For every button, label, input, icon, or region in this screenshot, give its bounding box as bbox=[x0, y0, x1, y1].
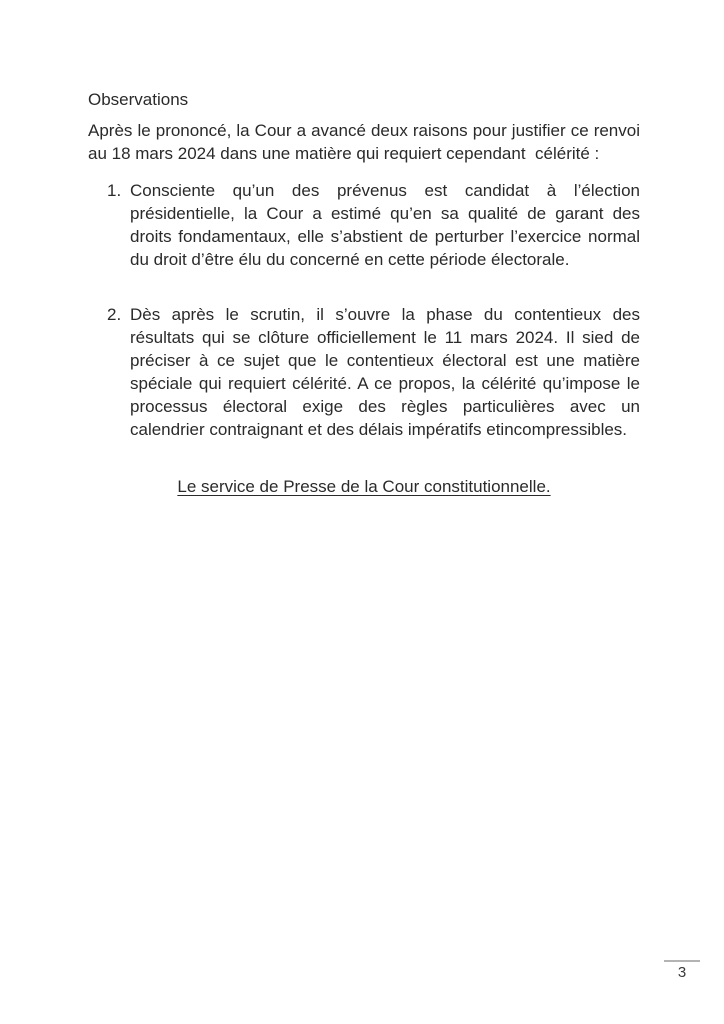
list-item-number: 1. bbox=[107, 181, 122, 200]
list-item bbox=[107, 303, 640, 441]
list-item bbox=[107, 179, 640, 271]
signature-line: Le service de Presse de la Cour constitutionnelle. bbox=[177, 477, 551, 496]
numbered-list bbox=[88, 179, 640, 441]
page-number: 3 bbox=[677, 964, 687, 981]
list-item-text: Consciente qu’un des prévenus est candidat à l’élection présidentielle, la Cour a estimé qu’en sa qualité de garant des droits fondamentaux, elle s’abstient de perturber l’exercice normal du droit d’être élu du concerné en cette période électorale. bbox=[130, 181, 640, 269]
section-heading: Observations bbox=[88, 90, 189, 109]
list-item-number: 2. bbox=[107, 305, 122, 324]
page-footer bbox=[664, 960, 700, 983]
intro-paragraph: Après le prononcé, la Cour a avancé deux raisons pour justifier ce renvoi au 18 mars 2024 dans une matière qui requiert cependant célérité : bbox=[88, 121, 645, 163]
list-item-text: Dès après le scrutin, il s’ouvre la phase du contentieux des résultats qui se clôture officiellement le 11 mars 2024. Il sied de préciser à ce sujet que le contentieux électoral est une matière spéciale qui requiert célérité. A ce propos, la célérité qu’impose le processus électoral exige des règles particulières avec un calendrier contraignant et des délais impératifs etincompressibles. bbox=[130, 305, 640, 439]
signature-block bbox=[88, 475, 640, 498]
page-content bbox=[88, 88, 645, 498]
